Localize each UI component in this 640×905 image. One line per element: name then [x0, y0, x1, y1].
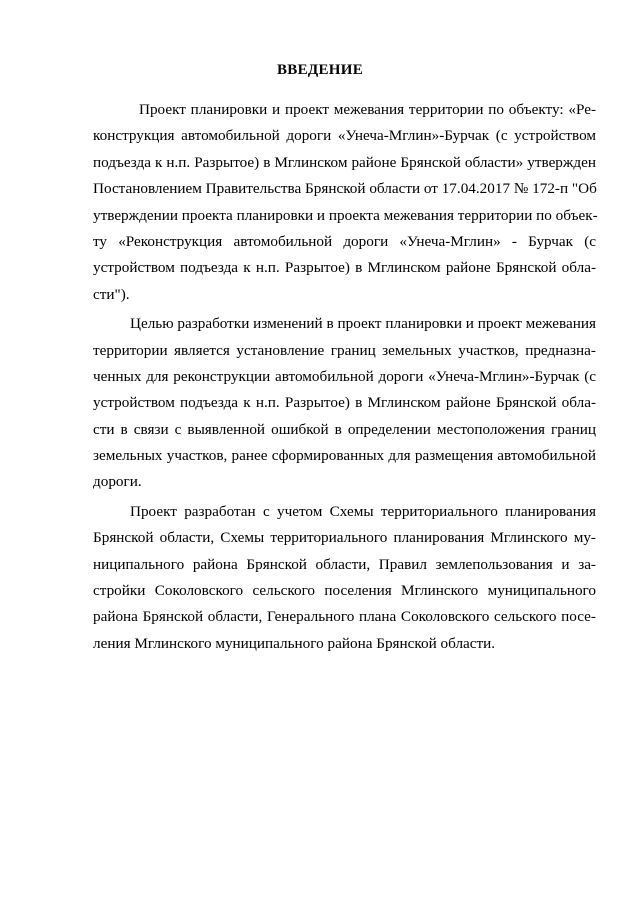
paragraph-line: ниципального района Брянской области, Правил землепользования и за-	[93, 555, 596, 573]
paragraph-line: района Брянской области, Генерального плана Соколовского сельского посе-	[93, 608, 596, 626]
paragraph-line: территории является установление границ земельных участков, предназна-	[93, 341, 596, 359]
paragraph-line: конструкция автомобильной дороги «Унеча-Мглин»-Бурчак (с устройством	[93, 127, 596, 145]
document-body	[93, 97, 596, 657]
paragraph-line: ления Мглинского муниципального района Брянской области.	[93, 634, 496, 652]
page-title: ВВЕДЕНИЕ	[276, 62, 364, 78]
paragraph-line: ченных для реконструкции автомобильной дороги «Унеча-Мглин»-Бурчак (с	[93, 367, 596, 385]
paragraph-1	[93, 97, 596, 308]
paragraph-3	[93, 499, 596, 657]
paragraph-line: устройством подъезда к н.п. Разрытое) в Мглинском районе Брянской обла-	[93, 259, 596, 277]
paragraph-line: устройством подъезда к н.п. Разрытое) в Мглинском районе Брянской обла-	[93, 394, 596, 412]
paragraph-line: Целью разработки изменений в проект планировки и проект межевания	[130, 315, 596, 333]
paragraph-line: сти в связи с выявленной ошибкой в определении местоположения границ	[93, 420, 596, 438]
paragraph-line: земельных участков, ранее сформированных для размещения автомобильной	[93, 447, 596, 465]
paragraph-line: подъезда к н.п. Разрытое) в Мглинском районе Брянской области» утвержден	[93, 153, 596, 171]
paragraph-line: ту «Реконструкция автомобильной дороги «Унеча-Мглин» - Бурчак (с	[93, 232, 596, 250]
paragraph-line: Постановлением Правительства Брянской области от 17.04.2017 № 172-п "Об	[93, 180, 597, 198]
paragraph-line: Брянской области, Схемы территориального планирования Мглинского му-	[93, 529, 596, 547]
paragraph-line: дороги.	[93, 473, 142, 491]
paragraph-line: стройки Соколовского сельского поселения Мглинского муниципального	[93, 582, 596, 600]
paragraph-line: Проект разработан с учетом Схемы территориального планирования	[130, 502, 596, 520]
paragraph-line: сти").	[93, 285, 130, 303]
paragraph-2	[93, 311, 596, 496]
paragraph-line: утверждении проекта планировки и проекта межевания территории по объек-	[93, 206, 598, 224]
paragraph-line: Проект планировки и проект межевания территории по объекту: «Ре-	[139, 101, 596, 118]
